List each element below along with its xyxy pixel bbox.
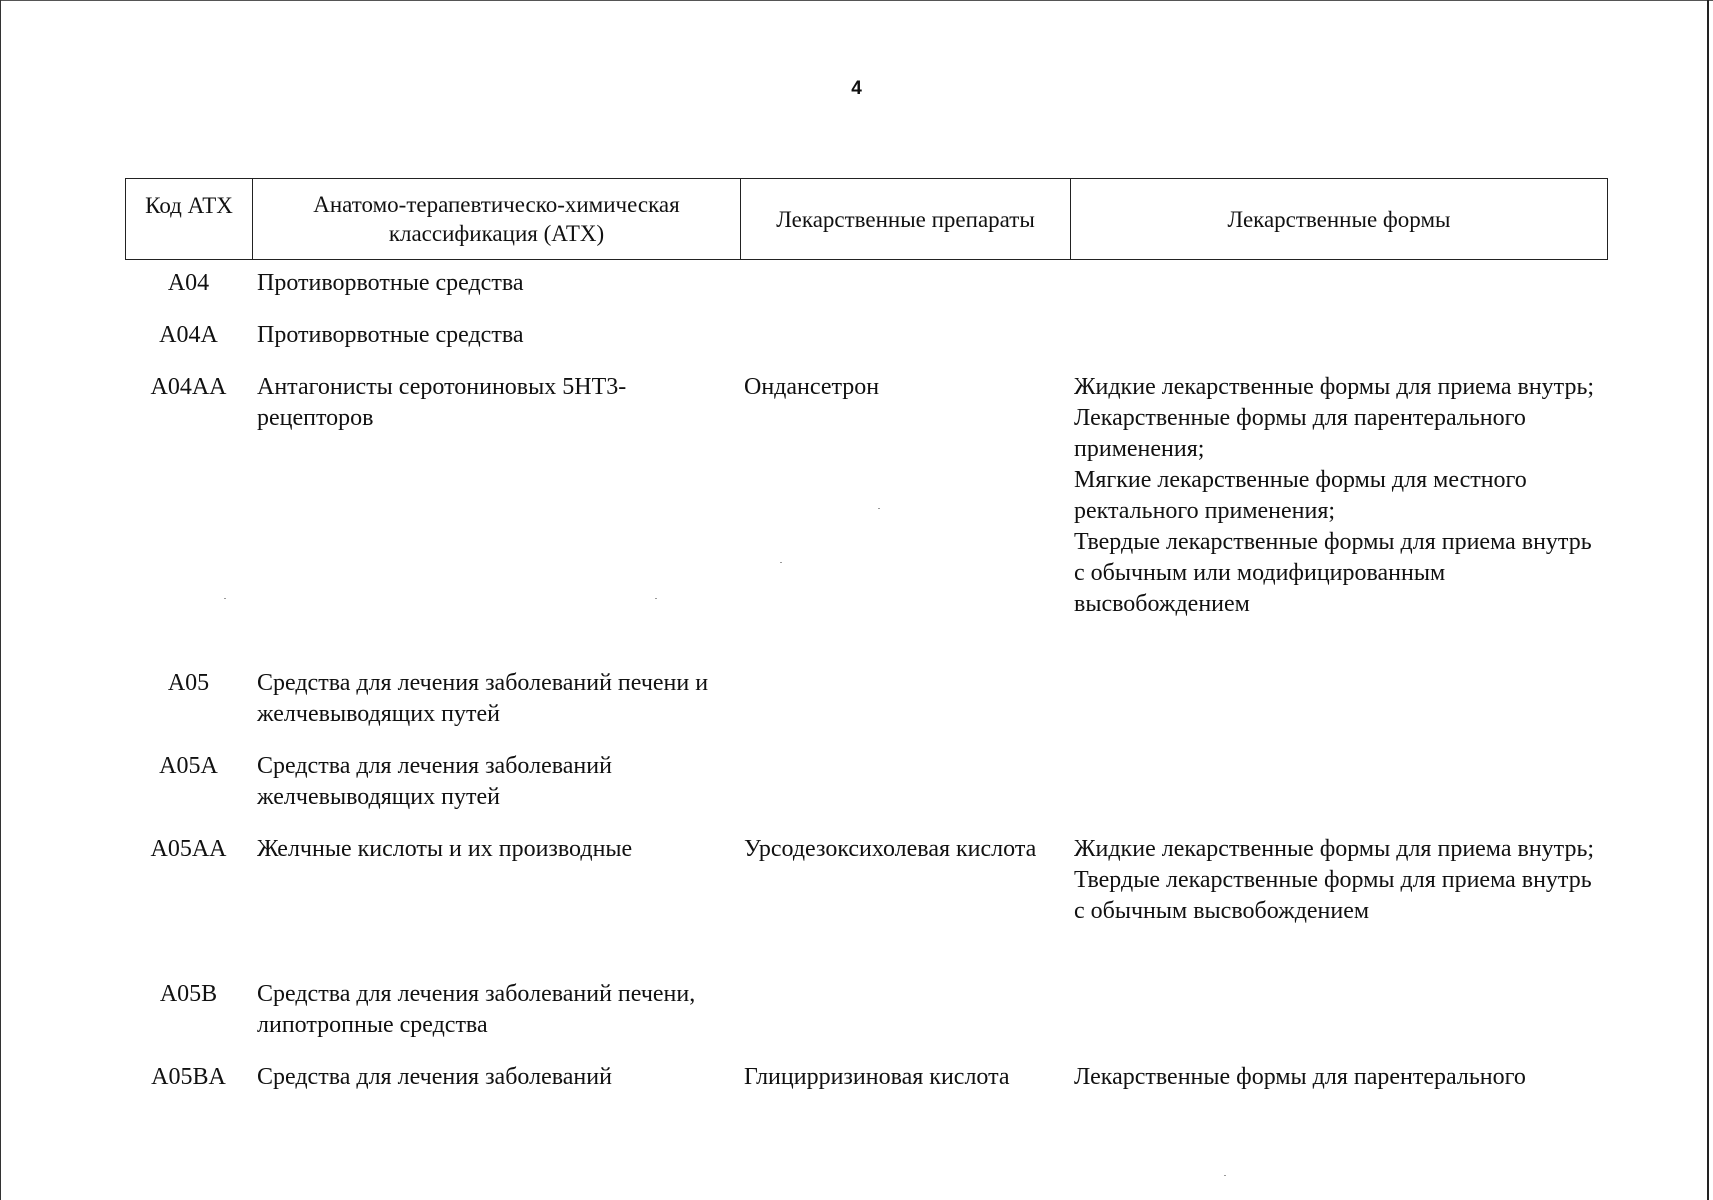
table-row [125,743,1608,826]
drug-name [740,751,1070,826]
drug-name: Ондансетрон [744,374,880,400]
atc-name: Противорвотные средства [257,270,524,296]
atc-name: Средства для лечения заболеваний [257,1064,612,1090]
drug-form-item: Жидкие лекарственные формы для приема внутрь; [1074,836,1595,862]
atc-name: Средства для лечения заболеваний печени и желчевыводящих путей [257,670,709,727]
atc-name: Противорвотные средства [257,322,524,348]
scan-speck [224,598,226,599]
table-row [125,971,1608,1054]
scan-border-top [0,0,1713,3]
table-row [125,1054,1608,1114]
drug-forms [1070,834,1608,971]
header-forms: Лекарственные формы [1227,206,1451,232]
page-number: 4 [851,78,862,99]
atc-code: A05A [159,753,218,779]
drug-forms [1070,372,1608,660]
drug-forms [1070,320,1608,364]
atc-code: A05AA [150,836,227,862]
scan-border-right [1707,0,1711,1200]
drug-name [740,320,1070,364]
atc-name: Желчные кислоты и их производные [257,836,633,862]
drug-forms [1070,751,1608,826]
header-code: Код АТХ [126,179,253,259]
drug-form-item: Мягкие лекарственные формы для местного ректального применения; [1074,467,1527,524]
table-row [125,826,1608,971]
table-row [125,312,1608,364]
atc-code: A04AA [150,374,227,400]
table-row [125,660,1608,743]
drug-form-item: Твердые лекарственные формы для приема внутрь с обычным или модифицированным высвобождением [1074,529,1592,617]
table-header [125,178,1608,260]
scan-speck [878,508,880,509]
drug-form-item: Лекарственные формы для парентерального применения; [1074,405,1526,462]
atc-code: A04 [167,270,210,296]
scan-border-left [0,0,3,1200]
drug-forms [1070,979,1608,1054]
drug-form-item: Лекарственные формы для парентерального [1074,1064,1526,1090]
drug-name: Глицирризиновая кислота [744,1064,1010,1090]
atc-code: A05BA [151,1064,226,1090]
drug-name: Урсодезоксихолевая кислота [744,836,1037,862]
header-drugs: Лекарственные препараты [741,179,1071,259]
scan-speck [655,598,657,599]
atc-code: A05 [167,670,210,696]
header-classification: Анатомо-терапевтическо-химическая классификация (АТХ) [253,179,741,259]
drug-name [740,668,1070,743]
table-body [125,260,1608,1114]
atc-name: Средства для лечения заболеваний печени, липотропные средства [257,981,696,1038]
drug-forms [1070,268,1608,312]
scan-speck [1224,1175,1226,1176]
atc-code: A04A [159,322,218,348]
atc-name: Средства для лечения заболеваний желчевыводящих путей [257,753,612,810]
table-row [125,260,1608,312]
drug-name [740,979,1070,1054]
drug-name [740,268,1070,312]
scan-speck [780,562,782,563]
drug-form-item: Жидкие лекарственные формы для приема внутрь; [1074,374,1595,400]
atc-name: Антагонисты серотониновых 5НТ3-рецепторов [257,374,627,431]
table-row [125,364,1608,660]
drug-forms [1070,668,1608,743]
atc-code: A05B [159,981,218,1007]
drug-form-item: Твердые лекарственные формы для приема внутрь с обычным высвобождением [1074,867,1592,924]
drug-forms [1070,1062,1608,1114]
